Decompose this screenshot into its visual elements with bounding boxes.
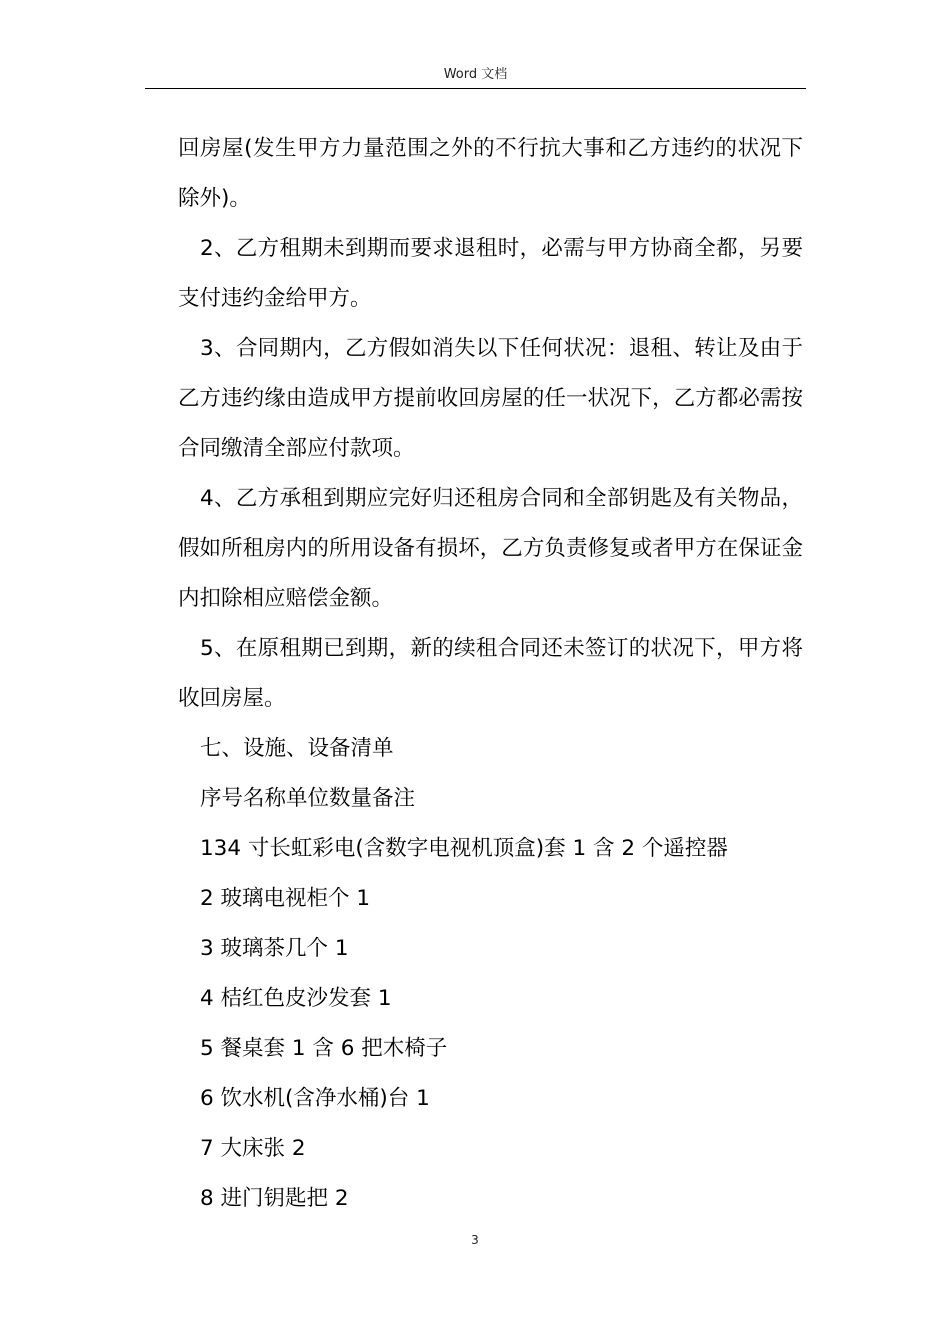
list-header: 序号名称单位数量备注 (200, 786, 416, 811)
page-number: 3 (471, 1233, 479, 1247)
paragraph-clause-3: 3、合同期内，乙方假如消失以下任何状况：退租、转让及由于乙方违约缘由造成甲方提前收回房屋的任一状况下，乙方都必需按合同缴清全部应付款项。 (178, 336, 803, 461)
paragraph-continuation: 回房屋(发生甲方力量范围之外的不行抗大事和乙方违约的状况下除外)。 (178, 136, 803, 211)
list-item: 2 玻璃电视柜个 1 (200, 886, 371, 911)
page-header: Word 文档 (443, 67, 508, 82)
paragraph-clause-4: 4、乙方承租到期应完好归还租房合同和全部钥匙及有关物品，假如所租房内的所用设备有损坏，乙方负责修复或者甲方在保证金内扣除相应赔偿金额。 (178, 486, 803, 611)
list-item: 6 饮水机(含净水桶)台 1 (200, 1086, 430, 1111)
paragraph-clause-2: 2、乙方租期未到期而要求退租时，必需与甲方协商全都，另要支付违约金给甲方。 (178, 236, 803, 311)
list-item: 7 大床张 2 (200, 1136, 306, 1161)
list-item: 3 玻璃茶几个 1 (200, 936, 349, 961)
paragraph-clause-5: 5、在原租期已到期，新的续租合同还未签订的状况下，甲方将收回房屋。 (178, 636, 803, 711)
list-item: 8 进门钥匙把 2 (200, 1186, 349, 1211)
document-body (178, 124, 803, 1224)
section-heading: 七、设施、设备清单 (200, 736, 394, 761)
list-item: 4 桔红色皮沙发套 1 (200, 986, 392, 1011)
list-item: 134 寸长虹彩电(含数字电视机顶盒)套 1 含 2 个遥控器 (200, 836, 728, 861)
list-item: 5 餐桌套 1 含 6 把木椅子 (200, 1036, 448, 1061)
header-rule (145, 88, 806, 89)
